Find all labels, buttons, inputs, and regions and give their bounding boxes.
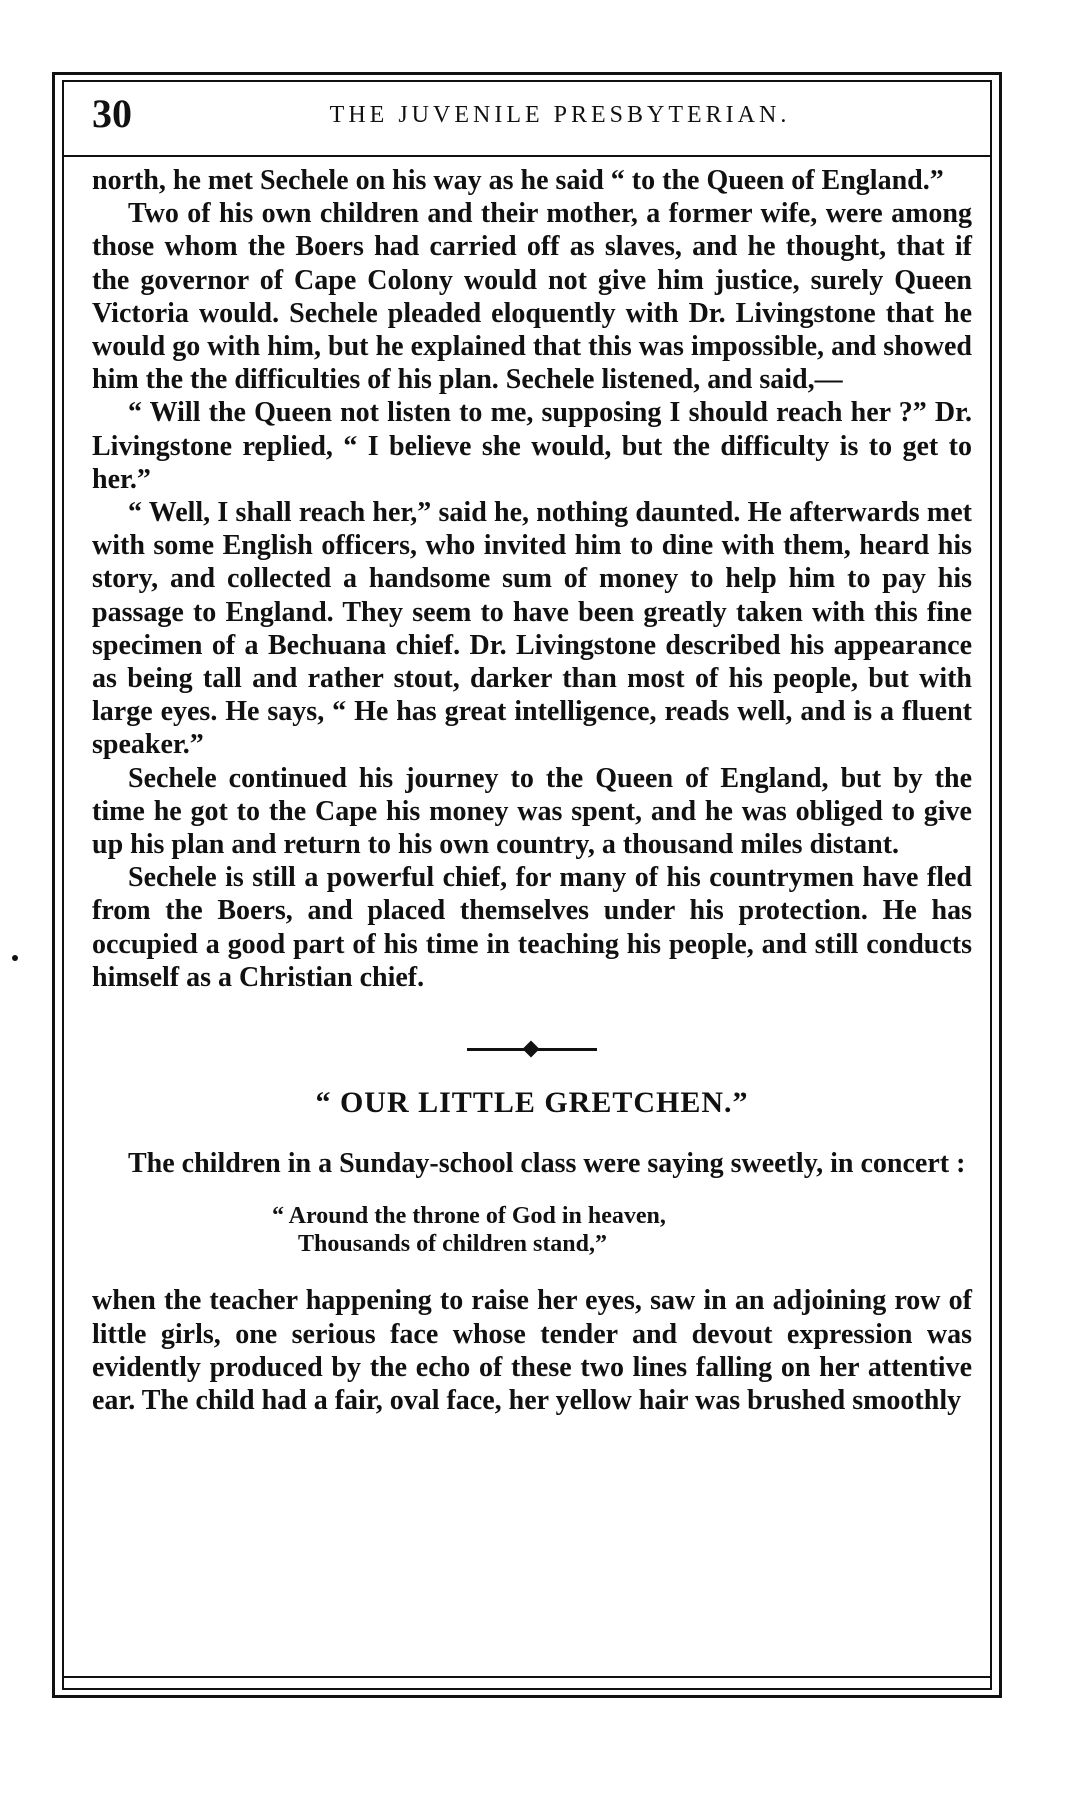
article-paragraph: Sechele continued his journey to the Queen of England, but by the time he got to the Cape his money was spent, and he was obliged to give up his plan and return to his own country, a thousand miles distant. <box>92 762 972 861</box>
bottom-rule <box>62 1676 992 1678</box>
header-rule <box>62 155 992 157</box>
story-continuation: when the teacher happening to raise her eyes, saw in an adjoining row of little girls, one serious face whose tender and devout expression was evidently produced by the echo of these two lines falling on her attentive ear. The child had a fair, oval face, her yellow hair was brushed smoothly <box>92 1285 972 1417</box>
page-body <box>92 164 972 1417</box>
article-paragraph: Two of his own children and their mother, a former wife, were among those whom the Boers had carried off as slaves, and he thought, that if the governor of Cape Colony would not give him justice, surely Queen Victoria would. Sechele pleaded eloquently with Dr. Livingstone that he would go with him, but he explained that this was impossible, and showed him the the difficulties of his plan. Sechele listened, and said,— <box>92 198 972 396</box>
article-paragraph: “ Well, I shall reach her,” said he, nothing daunted. He afterwards met with some English officers, who invited him to dine with them, heard his story, and collected a handsome sum of money to help him to pay his passage to England. They seem to have been greatly taken with this fine specimen of a Bechuana chief. Dr. Livingstone described his appearance as being tall and rather stout, darker than most of his people, but with large eyes. He says, “ He has great intelligence, reads well, and is a fluent speaker.” <box>92 497 972 761</box>
story-intro: The children in a Sunday-school class were saying sweetly, in concert : <box>128 1148 966 1180</box>
divider-diamond-icon <box>523 1041 540 1058</box>
verse-line: Thousands of children stand,” <box>298 1231 607 1258</box>
story-title: “ OUR LITTLE GRETCHEN.” <box>315 1086 749 1120</box>
article-paragraph: north, he met Sechele on his way as he said “ to the Queen of England.” <box>92 165 944 196</box>
stray-ink-dot <box>12 955 18 961</box>
article-paragraph: Sechele is still a powerful chief, for many of his countrymen have fled from the Boers, and placed themselves under his protection. He has occupied a good part of his time in teaching his people, and still conducts himself as a Christian chief. <box>92 862 972 993</box>
running-head: THE JUVENILE PRESBYTERIAN. <box>329 102 791 128</box>
section-divider-ornament <box>467 1042 597 1056</box>
verse-line: “ Around the throne of God in heaven, <box>272 1203 666 1230</box>
verse-quote <box>272 1202 972 1258</box>
article-paragraph: “ Will the Queen not listen to me, supposing I should reach her ?” Dr. Livingstone replied, “ I believe she would, but the difficulty is to get to her.” <box>92 397 972 495</box>
page-number: 30 <box>92 91 132 136</box>
